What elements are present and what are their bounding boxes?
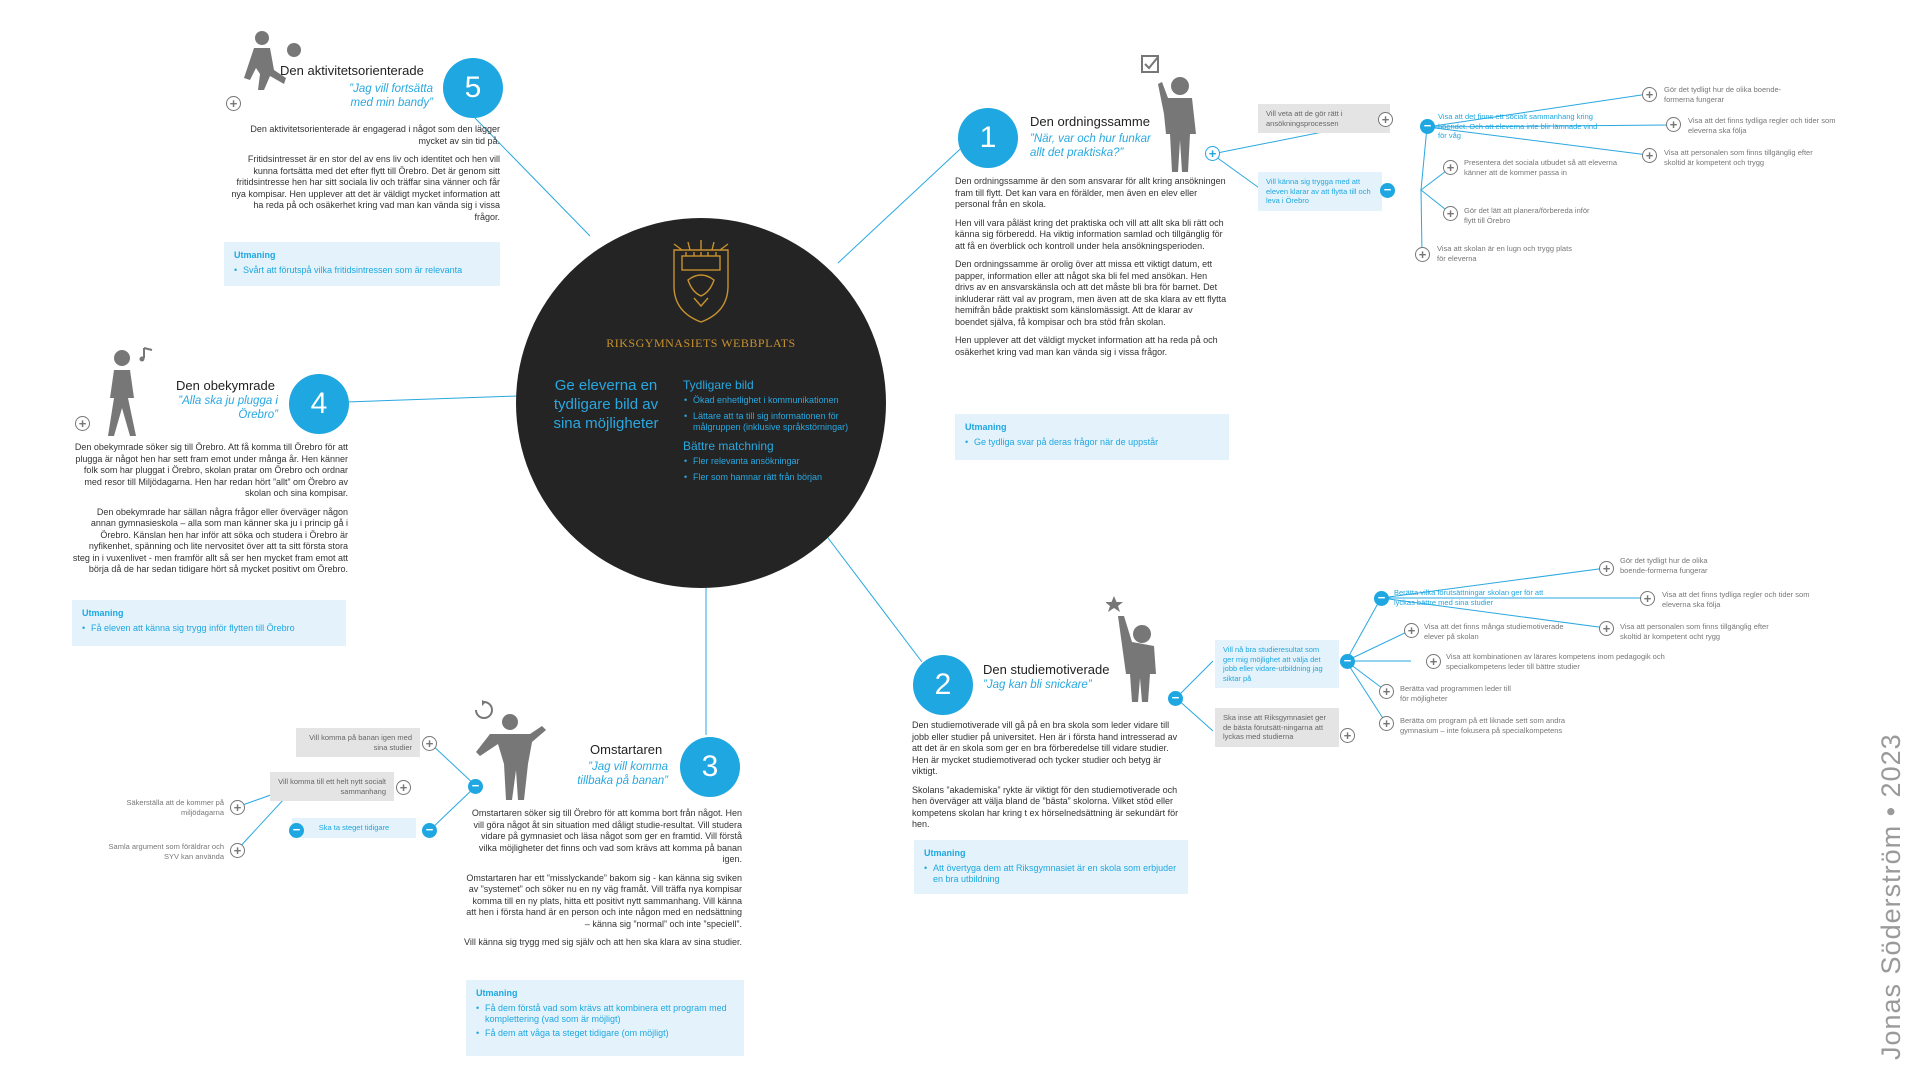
persona-3-title: Omstartaren <box>590 742 663 757</box>
persona-1-paragraph: Den ordningssamme är orolig över att missa ett viktigt datum, ett papper, information eller att något ska bli fel med ansökan. Hen drivs av en ansvarskänsla och att det måste bli bra för barnet. Det inkluderar rätt val av program, men även att de ska klara av ett flytta hemifrån både praktiskt som känslomässigt. Att de klarar av boendet själva, få kompisar och bra stöd från skolan. <box>955 259 1227 327</box>
tree-3-need-expand-icon[interactable]: + <box>396 780 411 795</box>
persona-3-paragraph: Omstartaren har ett ”misslyckande” bakom sig - kan känna sig sviken av ”systemet” och söker nu en ny väg framåt. Vill träffa nya kompisar komma till en ny plats, hitta ett positivt nytt sammanhang. Vill känna att hen i första hand är en person och inte någon med en nedsättning – känna sig ”normal” och inte ”speciell”. <box>466 872 742 929</box>
tree-1-need-expand-icon[interactable]: + <box>1378 112 1393 127</box>
tree-3-leaf-expand-icon[interactable]: + <box>230 843 245 858</box>
persona-5-title: Den aktivitetsorienterade <box>280 63 424 78</box>
tree-3-root-collapse-icon[interactable]: − <box>468 779 483 794</box>
persona-3-paragraph: Vill känna sig trygg med sig själv och att hen ska klara av sina studier. <box>464 937 742 947</box>
challenge-item: • Att övertyga dem att Riksgymnasiet är en skola som erbjuder en bra utbildning <box>924 863 1178 885</box>
tree-2-need-expand-icon[interactable]: + <box>1340 728 1355 743</box>
tree-2-leaf-expand-icon[interactable]: + <box>1379 684 1394 699</box>
tree-1-leaf: Gör det tydligt hur de olika boende-formerna fungerar <box>1664 85 1782 104</box>
persona-4-description <box>72 442 348 583</box>
tree-1-leaf-expand-icon[interactable]: + <box>1642 87 1657 102</box>
tree-3-need-expand-icon[interactable]: + <box>422 736 437 751</box>
persona-1-challenge-box <box>955 414 1229 460</box>
tree-1-leaf: Visa att det finns tydliga regler och tider som eleverna ska följa <box>1688 116 1836 135</box>
persona-4-challenge-box <box>72 600 346 646</box>
tree-1-need-collapse-icon[interactable]: − <box>1380 183 1395 198</box>
challenge-title: Utmaning <box>924 848 966 858</box>
tree-1-leaf: Visa att personalen som finns tillgänglig efter skoltid är kompetent och trygg <box>1664 148 1813 167</box>
brand-name: RIKSGYMNASIETS WEBBPLATS <box>606 336 796 350</box>
tree-3-need-collapse-icon[interactable]: − <box>422 823 437 838</box>
persona-4-listening-figure-icon <box>96 344 162 445</box>
tree-2-need-pill: Ska inse att Riksgymnasiet ger de bästa förutsätt-ningarna att lyckas med studierna <box>1215 708 1339 747</box>
tree-2-leaf-expand-icon[interactable]: + <box>1404 623 1419 638</box>
persona-2-quote: ”Jag kan bli snickare” <box>983 679 1092 691</box>
tree-3-need-pill: Vill komma till ett helt nytt socialt sammanhang <box>270 772 394 801</box>
riksgymnasiet-crest-logo <box>670 240 732 324</box>
persona-3-description <box>464 808 742 956</box>
tree-2-leaf: Visa att personalen som finns tillgänglig efter skoltid är kompetent ocht rygg <box>1620 622 1769 641</box>
challenge-title: Utmaning <box>234 250 276 260</box>
tree-1-leaf: Visa att skolan är en lugn och trygg plats för eleverna <box>1437 244 1572 263</box>
challenge-item: • Ge tydliga svar på deras frågor när de uppstår <box>965 437 1219 448</box>
tree-1-leaf-expand-icon[interactable]: + <box>1443 206 1458 221</box>
persona-1-paragraph: Hen vill vara påläst kring det praktiska och vill att allt ska bli rätt och känna sig förberedd. Ha viktig information samlad och tillgänglig för att få en överblick och kontroll under hela ansökningsperioden. <box>955 217 1224 251</box>
tree-1-leaf: Presentera det sociala utbudet så att eleverna känner att de kommer passa in <box>1464 158 1618 177</box>
benefit-heading-2: Bättre matchning <box>683 439 774 453</box>
persona-3-restart-figure-icon <box>470 700 550 809</box>
challenge-item: • Få dem förstå vad som krävs att kombinera ett program med komplettering (vad som är möjligt) <box>476 1003 734 1025</box>
tree-2-need-pill-active: Vill nå bra studieresultat som ger mig möjlighet att välja det jobb eller vidare-utbildning jag siktar på <box>1215 640 1339 688</box>
tree-1-leaf-expand-icon[interactable]: + <box>1642 148 1657 163</box>
persona-3-paragraph: Omstartaren söker sig till Örebro för att komma bort från något. Hen vill göra något åt sin situation med dåligt studie-resultat. Vill studera vidare på gymnasiet och läsa något som ger en framtid. Vill förstå vilka möjligheter det finns och vad som krävs att komma på banan igen. <box>471 808 742 864</box>
author-credit: Jonas Söderström • 2023 <box>1876 733 1906 1060</box>
tree-2-leaf-expand-icon[interactable]: + <box>1599 621 1614 636</box>
tree-2-sub-collapse-icon[interactable]: − <box>1374 591 1389 606</box>
tree-1-need-pill-active: Vill känna sig trygga med att eleven klarar av att flytta till och leva i Örebro <box>1258 172 1382 211</box>
tree-2-leaf-expand-icon[interactable]: + <box>1379 716 1394 731</box>
persona-5-expand-icon[interactable]: + <box>226 96 241 111</box>
persona-2-title: Den studiemotiverade <box>983 662 1110 677</box>
tree-2-leaf: Visa att kombinationen av lärares kompetens inom pedagogik och specialkompetens leder till bättre studier <box>1446 652 1665 671</box>
tree-1-leaf: Gör det lätt att planera/förbereda inför flytt till Örebro <box>1464 206 1590 225</box>
tree-2-leaf-expand-icon[interactable]: + <box>1640 591 1655 606</box>
persona-5-challenge-box <box>224 242 500 286</box>
tree-3-sub-collapse-icon[interactable]: − <box>289 823 304 838</box>
tree-2-leaf: Berätta om program på ett liknade sett som andra gymnasium – inte fokusera på specialkompetens <box>1400 716 1566 735</box>
persona-1-title: Den ordningssamme <box>1030 114 1150 129</box>
tree-2-leaf-expand-icon[interactable]: + <box>1426 654 1441 669</box>
tree-1-leaf-expand-icon[interactable]: + <box>1443 160 1458 175</box>
challenge-item: • Få dem att våga ta steget tidigare (om möjligt) <box>476 1028 734 1039</box>
persona-5-description <box>226 124 500 230</box>
persona-4-paragraph: Den obekymrade har sällan några frågor eller överväger någon annan gymnasieskola – alla som man känner ska ju i princip gå i Örebro. Känslan hen har inför att söka och studera i Örebro är nyfikenhet, spänning och lite nervositet över att ta sitt första stora steg in i vuxenlivet - men framför allt så ser hen mycket fram emot att börja då de har sedan tidigare hört så mycket positivt om Örebro. <box>72 506 348 574</box>
tree-2-root-collapse-icon[interactable]: − <box>1168 691 1183 706</box>
benefit-item: • Lättare att ta till sig informationen för målgruppen (inklusive språkstörningar) <box>683 411 873 433</box>
persona-4-quote: ”Alla ska ju plugga i Örebro” <box>178 395 278 421</box>
persona-1-quote: ”När, var och hur funkar allt det praktiska?” <box>1030 133 1151 159</box>
benefit-item: • Fler som hamnar rätt från början <box>683 472 873 483</box>
challenge-title: Utmaning <box>82 608 124 618</box>
benefit-heading-1: Tydligare bild <box>683 378 754 392</box>
tree-3-leaf-expand-icon[interactable]: + <box>230 800 245 815</box>
tree-2-leaf: Visa att det finns många studiemotiverade elever på skolan <box>1424 622 1564 641</box>
benefit-item: • Fler relevanta ansökningar <box>683 456 873 467</box>
benefit-item: • Ökad enhetlighet i kommunikationen <box>683 395 873 406</box>
persona-4-paragraph: Den obekymrade söker sig till Örebro. Att få komma till Örebro för att plugga är något hen har sett fram emot under många år. Hen känner folk som har pluggat i Örebro, skolan pratar om Örebro och ordnar med resor till Miljödagarna. Hen har redan hört ”allt” om Örebro av skolan och sina kompisar. <box>74 442 348 498</box>
tree-1-need-pill: Vill veta att de gör rätt i ansökningsprocessen <box>1258 104 1390 133</box>
persona-1-description <box>955 176 1227 365</box>
persona-4-title: Den obekymrade <box>176 378 275 393</box>
persona-3-quote: ”Jag vill komma tillbaka på banan” <box>577 761 668 787</box>
persona-5-number-badge: 5 <box>443 58 503 118</box>
tree-2-leaf-expand-icon[interactable]: + <box>1599 561 1614 576</box>
tree-3-leaf: Samla argument som föräldrar och SYV kan använda <box>108 842 224 861</box>
persona-4-number-badge: 4 <box>289 374 349 434</box>
persona-2-number-badge: 2 <box>913 655 973 715</box>
challenge-title: Utmaning <box>476 988 518 998</box>
persona-1-paragraph: Hen upplever att det väldigt mycket information att ha reda på och osäkerhet kring vad man kan vända sig i vissa frågor. <box>955 335 1218 357</box>
tree-1-sub-label: Visa att det finns ett socialt sammanhang kring boendet. Och att eleverna inte blir lämnade vind för våg <box>1438 112 1598 140</box>
tree-2-leaf: Visa att det finns tydliga regler och tider som eleverna ska följa <box>1662 590 1810 609</box>
persona-5-paragraph: Den aktivitetsorienterade är engagerad i något som den lägger mycket av sin tid på. <box>250 124 500 146</box>
goal-statement: Ge eleverna en tydligare bild av sina möjligheter <box>553 377 659 432</box>
challenge-title: Utmaning <box>965 422 1007 432</box>
tree-1-leaf-expand-icon[interactable]: + <box>1666 117 1681 132</box>
persona-1-number-badge: 1 <box>958 108 1018 168</box>
persona-5-paragraph: Fritidsintresset är en stor del av ens liv och identitet och hen vill kunna fortsätta med det efter flytt till Örebro. Det är genom sitt fritidsintresse hen har sitt sociala liv och träffar sina vänner och får nya kompisar. Hen upplever att det är väldigt mycket information att ha reda på och osäkerhet kring vad man kan vända sig i vissa frågor. <box>231 154 500 222</box>
persona-2-challenge-box <box>914 840 1188 894</box>
tree-2-leaf: Berätta vad programmen leder till för möjligheter <box>1400 684 1511 703</box>
challenge-item: • Få eleven att känna sig trygg inför flytten till Örebro <box>82 623 336 634</box>
goal-benefits <box>683 378 873 488</box>
tree-3-need-pill-active: Ska ta steget tidigare <box>292 818 416 838</box>
persona-4-expand-icon[interactable]: + <box>75 416 90 431</box>
persona-3-number-badge: 3 <box>680 737 740 797</box>
persona-3-challenge-box <box>466 980 744 1056</box>
persona-2-paragraph: Skolans ”akademiska” rykte är viktigt för den studiemotiverade och hen överväger att välja bland de ”bästa” skolorna. Vilket stöd eller kompetens skolan har kring t ex hörselnedsättning är sekundärt för hen. <box>912 784 1179 829</box>
tree-1-sub-collapse-icon[interactable]: − <box>1420 119 1435 134</box>
persona-2-description <box>912 720 1184 838</box>
tree-2-sub-label: Berätta vilka förutsättningar skolan ger för att lyckas bättre med sina studier <box>1394 588 1544 607</box>
center-goal-circle <box>516 218 886 588</box>
tree-1-leaf-expand-icon[interactable]: + <box>1415 247 1430 262</box>
tree-2-leaf: Gör det tydligt hur de olika boende-formerna fungerar <box>1620 556 1708 575</box>
challenge-item: • Svårt att förutspå vilka fritidsintressen som är relevanta <box>234 265 490 276</box>
tree-3-need-pill: Vill komma på banan igen med sina studier <box>296 728 420 757</box>
tree-3-leaf: Säkerställa att de kommer på miljödagarna <box>126 798 224 817</box>
persona-2-paragraph: Den studiemotiverade vill gå på en bra skola som leder vidare till jobb eller studier på universitet. Hen är i första hand intresserad av att det är en skola som ger en bra förberedelse till vidare studier. Hen är mycket studiemotiverad och tycker studier och betyg är viktigt. <box>912 720 1178 776</box>
tree-2-need-collapse-icon[interactable]: − <box>1340 654 1355 669</box>
persona-1-paragraph: Den ordningssamme är den som ansvarar för allt kring ansökningen fram till flytt. Det kan vara en förälder, men även en elev eller personal från en skola. <box>955 176 1226 209</box>
tree-1-root-expand-icon[interactable]: + <box>1205 146 1220 161</box>
persona-5-quote: ”Jag vill fortsätta med min bandy” <box>349 83 433 109</box>
